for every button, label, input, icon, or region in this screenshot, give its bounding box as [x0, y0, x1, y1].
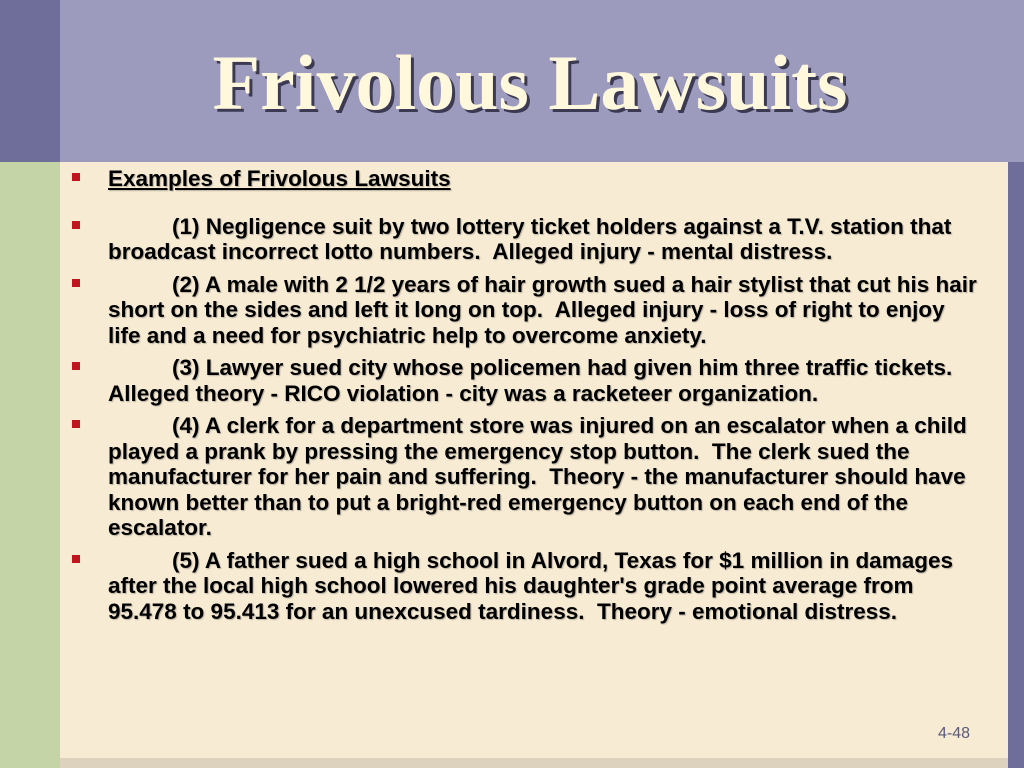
square-bullet-icon — [72, 221, 80, 229]
example-text: (1) Negligence suit by two lottery ticket holders against a T.V. station that broadcast incorrect lotto numbers. Alleged injury - mental distress. — [108, 213, 958, 264]
bullet-item-example-3 — [72, 355, 982, 406]
square-bullet-icon — [72, 173, 80, 181]
example-text: (5) A father sued a high school in Alvord, Texas for $1 million in damages after the local high school lowered his daughter's grade point average from 95.478 to 95.413 for an unexcused tardiness. Theory - emotional distress. — [108, 547, 960, 624]
bottom-border — [60, 758, 1008, 768]
left-accent-bar-bottom — [0, 162, 60, 768]
square-bullet-icon — [72, 279, 80, 287]
slide-title: Frivolous Lawsuits — [212, 39, 848, 126]
square-bullet-icon — [72, 555, 80, 563]
bullet-item-example-1 — [72, 214, 982, 265]
slide-number: 4-48 — [938, 725, 971, 742]
right-accent-bar — [1008, 162, 1024, 768]
bullet-item-example-2 — [72, 272, 982, 349]
square-bullet-icon — [72, 420, 80, 428]
example-text: (4) A clerk for a department store was injured on an escalator when a child played a prank by pressing the emergency stop button. The clerk sued the manufacturer for her pain and suffering. Theory - the manufacturer should have known better than to put a bright-red emergency button on each end of the escalator. — [108, 413, 974, 540]
examples-heading: Examples of Frivolous Lawsuits — [108, 166, 451, 191]
bullet-item-example-4 — [72, 413, 982, 541]
bullet-item-heading — [72, 166, 982, 192]
example-text: (2) A male with 2 1/2 years of hair growth sued a hair stylist that cut his hair short on the sides and left it long on top. Alleged injury - loss of right to enjoy life and a need for psychiatric help to overcome anxiety. — [108, 271, 984, 348]
example-text: (3) Lawyer sued city whose policemen had given him three traffic tickets. Alleged theory - RICO violation - city was a racketeer organization. — [108, 355, 964, 406]
left-accent-bar-top — [0, 0, 60, 162]
slide-body — [72, 166, 982, 631]
square-bullet-icon — [72, 362, 80, 370]
bullet-item-example-5 — [72, 548, 982, 625]
